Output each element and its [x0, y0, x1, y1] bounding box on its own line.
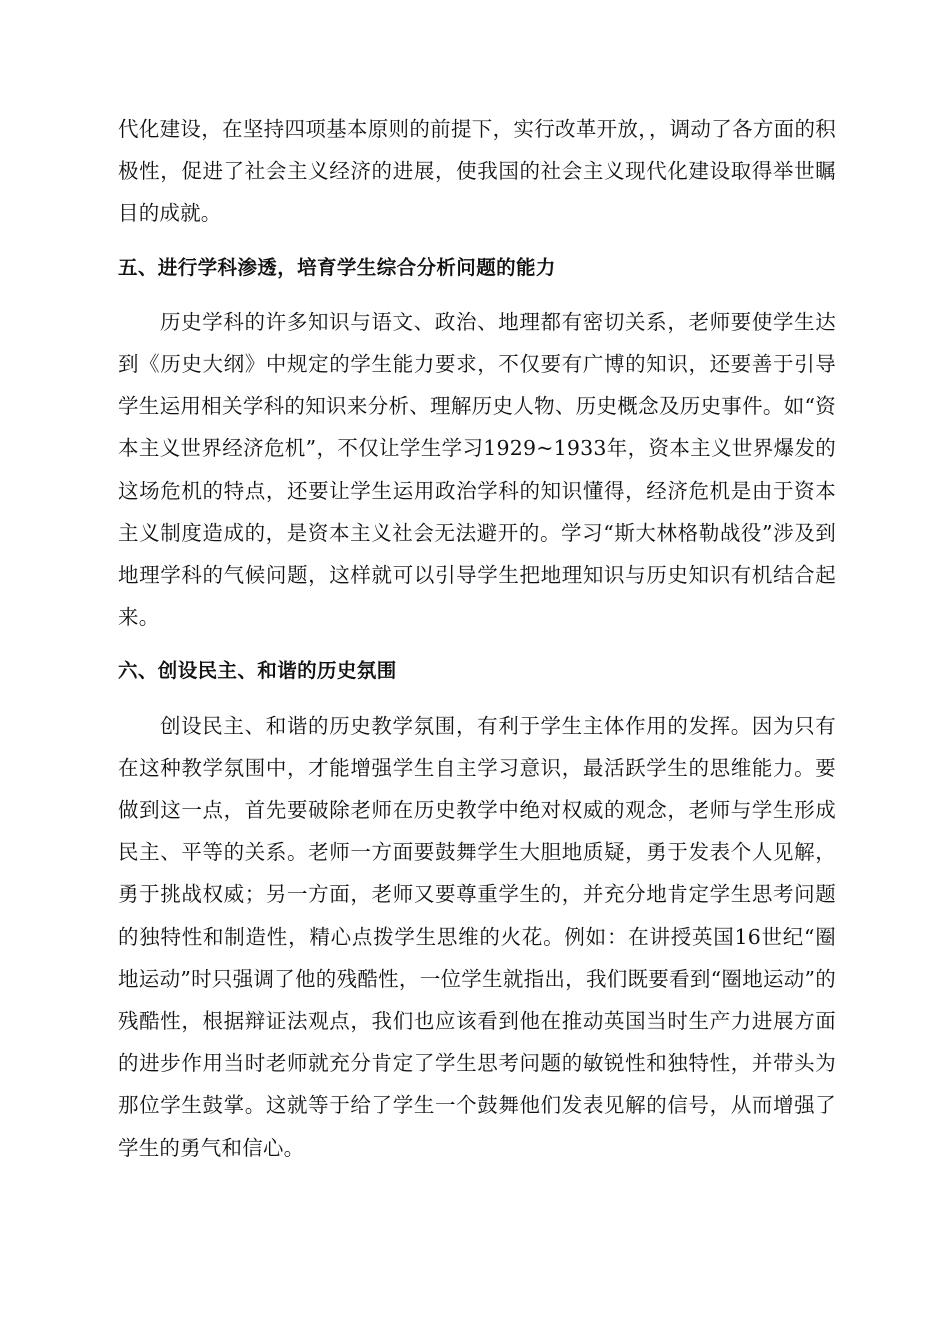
section-5-heading: 五、进行学科渗透，培育学生综合分析问题的能力: [118, 255, 556, 279]
section-6-paragraph: 创设民主、和谐的历史教学氛围，有利于学生主体作用的发挥。因为只有在这种教学氛围中，才能增强学生自主学习意识，最活跃学生的思维能力。要做到这一点，首先要破除老师在历史教学中绝对权威的观念，老师与学生形成民主、平等的关系。老师一方面要鼓舞学生大胆地质疑，勇于发表个人见解，勇于挑战权威；另一方面，老师又要尊重学生的，并充分地肯定学生思考问题的独特性和制造性，精心点拨学生思维的火花。例如：在讲授英国16世纪“圈地运动”时只强调了他的残酷性，一位学生就指出，我们既要看到“圈地运动”的残酷性，根据辩证法观点，我们也应该看到他在推动英国当时生产力进展方面的进步作用当时老师就充分肯定了学生思考问题的敏锐性和独特性，并带头为那位学生鼓掌。这就等于给了学生一个鼓舞他们发表见解的信号，从而增强了学生的勇气和信心。: [118, 713, 836, 1160]
section-5-paragraph: 历史学科的许多知识与语文、政治、地理都有密切关系，老师要使学生达到《历史大纲》中规定的学生能力要求，不仅要有广博的知识，还要善于引导学生运用相关学科的知识来分析、理解历史人物、历史概念及历史事件。如“资本主义世界经济危机”，不仅让学生学习1929~1933年，资本主义世界爆发的这场危机的特点，还要让学生运用政治学科的知识懂得，经济危机是由于资本主义制度造成的，是资本主义社会无法避开的。学习“斯大林格勒战役”涉及到地理学科的气候问题，这样就可以引导学生把地理知识与历史知识有机结合起来。: [118, 309, 836, 630]
document-body: [118, 108, 836, 1169]
intro-paragraph: 代化建设，在坚持四项基本原则的前提下，实行改革开放，，调动了各方面的积极性，促进了社会主义经济的进展，使我国的社会主义现代化建设取得举世瞩目的成就。: [118, 117, 836, 226]
section-6-heading: 六、创设民主、和谐的历史氛围: [118, 659, 397, 683]
